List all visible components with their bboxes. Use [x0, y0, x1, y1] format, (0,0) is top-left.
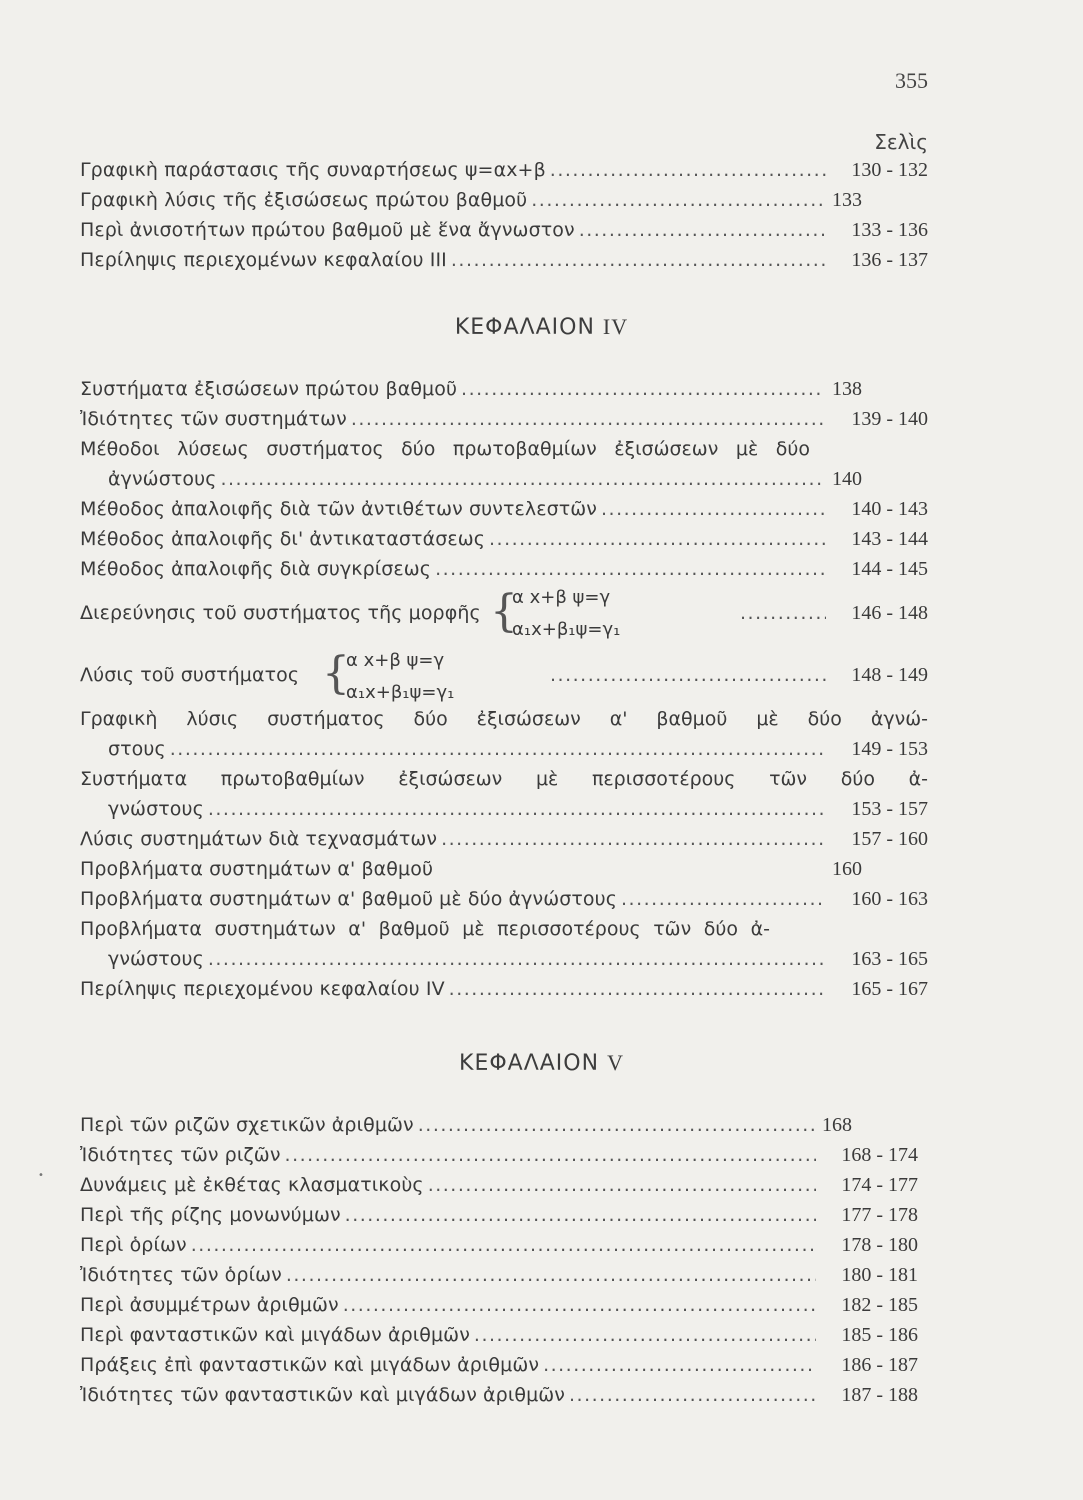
chapter-numeral: V: [607, 1050, 624, 1075]
entry-title: Ἰδιότητες τῶν συστημάτων: [80, 408, 347, 430]
chapter-title: ΚΕΦΑΛΑΙΟΝ: [459, 1051, 600, 1076]
toc-entry: [80, 1140, 918, 1170]
leader-dots: [621, 884, 826, 914]
system-equation-1: α x+β ψ=γ: [512, 587, 611, 608]
leader-dots: [531, 185, 824, 215]
entry-title: Μέθοδος ἀπαλοιφῆς διὰ τῶν ἀντιθέτων συντελεστῶν: [80, 498, 598, 520]
leader-dots: [474, 1320, 816, 1350]
toc-entry: [80, 824, 928, 854]
entry-pages: 146 - 148: [851, 602, 928, 624]
leader-dots: [418, 1110, 814, 1140]
entry-pages: 149 - 153: [851, 738, 928, 760]
entry-title: Δυνάμεις μὲ ἐκθέτας κλασματικοὺς: [80, 1174, 424, 1196]
toc-entry: [80, 974, 928, 1004]
leader-dots: [170, 734, 826, 764]
entry-pages: 133: [832, 189, 862, 211]
toc-entry: [108, 734, 928, 764]
leader-dots: [579, 215, 826, 245]
system-equation-2: α₁x+β₁ψ=γ₁: [512, 619, 621, 640]
toc-entry: [80, 1260, 918, 1290]
entry-pages: 133 - 136: [851, 219, 928, 241]
leader-dots: [569, 1380, 816, 1410]
leader-dots: [550, 660, 826, 690]
entry-title: στους: [108, 738, 166, 760]
entry-pages: 143 - 144: [851, 528, 928, 550]
toc-entry: [80, 1380, 918, 1410]
toc-entry: [108, 794, 928, 824]
leader-dots: [286, 1260, 816, 1290]
entry-title: γνώστους: [108, 948, 204, 970]
entry-title: Περὶ ἀσυμμέτρων ἀριθμῶν: [80, 1294, 339, 1316]
entry-title: Γραφικὴ παράστασις τῆς συναρτήσεως ψ=αx+β: [80, 159, 546, 181]
entry-pages: 180 - 181: [841, 1264, 918, 1286]
entry-title: Διερεύνησις τοῦ συστήματος τῆς μορφῆς: [80, 602, 481, 624]
leader-dots: [191, 1230, 816, 1260]
leader-dots: [208, 794, 826, 824]
leader-dots: [343, 1290, 816, 1320]
leader-dots: [345, 1200, 816, 1230]
entry-title: Λύσις συστημάτων διὰ τεχνασμάτων: [80, 828, 438, 850]
toc-entry: [80, 1200, 918, 1230]
entry-pages: 178 - 180: [841, 1234, 918, 1256]
entry-pages: 187 - 188: [841, 1384, 918, 1406]
entry-title: Μέθοδος ἀπαλοιφῆς δι' ἀντικαταστάσεως: [80, 528, 485, 550]
entry-title-line1: Συστήματα πρωτοβαθμίων ἐξισώσεων μὲ περισσοτέρους τῶν δύο ἀ-: [80, 768, 928, 790]
entry-pages: 138: [832, 378, 862, 400]
toc-entry: [80, 155, 928, 185]
entry-title: Λύσις τοῦ συστήματος: [80, 664, 300, 686]
entry-title: γνώστους: [108, 798, 204, 820]
toc-entry: [108, 464, 928, 494]
toc-entry-system: [80, 660, 928, 690]
leader-dots: [461, 374, 824, 404]
chapter-numeral: IV: [602, 314, 629, 339]
leader-dots: [489, 524, 826, 554]
entry-title: Περίληψις περιεχομένων κεφαλαίου ΙΙΙ: [80, 249, 447, 271]
toc-entry: [80, 1350, 918, 1380]
leader-dots: [601, 494, 826, 524]
entry-title: Προβλήματα συστημάτων α' βαθμοῦ: [80, 858, 434, 880]
chapter-title: ΚΕΦΑΛΑΙΟΝ: [454, 315, 595, 340]
toc-entry: [80, 215, 928, 245]
leader-dots: [441, 824, 826, 854]
entry-title: Γραφικὴ λύσις τῆς ἐξισώσεως πρώτου βαθμοῦ: [80, 189, 528, 211]
entry-pages: 136 - 137: [851, 249, 928, 271]
leader-dots: [740, 598, 826, 628]
entry-pages: 163 - 165: [851, 948, 928, 970]
entry-pages: 130 - 132: [851, 159, 928, 181]
entry-title: ἀγνώστους: [108, 468, 217, 490]
entry-title: Περὶ τῆς ρίζης μονωνύμων: [80, 1204, 341, 1226]
entry-title-line1: Γραφικὴ λύσις συστήματος δύο ἐξισώσεων α' βαθμοῦ μὲ δύο ἀγνώ-: [80, 708, 928, 730]
leader-dots: [351, 404, 826, 434]
leader-dots: [543, 1350, 816, 1380]
toc-entry: [80, 1290, 918, 1320]
leader-dots: [285, 1140, 816, 1170]
pages-column-header: Σελὶς: [874, 130, 928, 154]
entry-title: Συστήματα ἐξισώσεων πρώτου βαθμοῦ: [80, 378, 458, 400]
entry-title-line1: Μέθοδοι λύσεως συστήματος δύο πρωτοβαθμίων ἐξισώσεων μὲ δύο: [80, 438, 810, 460]
entry-title: Μέθοδος ἀπαλοιφῆς διὰ συγκρίσεως: [80, 558, 432, 580]
entry-title: Περίληψις περιεχομένου κεφαλαίου IV: [80, 978, 445, 1000]
entry-title-line1: Προβλήματα συστημάτων α' βαθμοῦ μὲ περισσοτέρους τῶν δύο ἀ-: [80, 918, 770, 940]
entry-title: Περὶ τῶν ριζῶν σχετικῶν ἀριθμῶν: [80, 1114, 414, 1136]
entry-pages: 148 - 149: [851, 664, 928, 686]
entry-pages: 182 - 185: [841, 1294, 918, 1316]
entry-title: Περὶ ἀνισοτήτων πρώτου βαθμοῦ μὲ ἕνα ἄγνωστον: [80, 219, 575, 241]
entry-pages: 160: [832, 858, 862, 880]
toc-entry: [80, 1110, 918, 1140]
toc-entry: [80, 404, 928, 434]
chapter-heading: [0, 1050, 1083, 1076]
leader-space: [437, 854, 824, 884]
entry-pages: 144 - 145: [851, 558, 928, 580]
toc-entry: [80, 1230, 918, 1260]
system-equation-2: α₁x+β₁ψ=γ₁: [346, 682, 455, 703]
leader-dots: [428, 1170, 816, 1200]
toc-entry: [80, 524, 928, 554]
entry-title: Περὶ φανταστικῶν καὶ μιγάδων ἀριθμῶν: [80, 1324, 470, 1346]
entry-pages: 160 - 163: [851, 888, 928, 910]
entry-title: Ἰδιότητες τῶν φανταστικῶν καὶ μιγάδων ἀριθμῶν: [80, 1384, 566, 1406]
leader-dots: [435, 554, 826, 584]
toc-entry: [80, 245, 928, 275]
toc-entry: [80, 554, 928, 584]
toc-entry: [80, 1170, 918, 1200]
toc-entry: [80, 1320, 918, 1350]
chapter-heading: [0, 314, 1083, 340]
left-brace: {: [490, 586, 518, 637]
entry-pages: 153 - 157: [851, 798, 928, 820]
entry-pages: 174 - 177: [841, 1174, 918, 1196]
entry-pages: 185 - 186: [841, 1324, 918, 1346]
entry-title: Προβλήματα συστημάτων α' βαθμοῦ μὲ δύο ἀγνώστους: [80, 888, 618, 910]
entry-title: Ἰδιότητες τῶν ὁρίων: [80, 1264, 282, 1286]
page-number: 355: [895, 68, 928, 93]
entry-pages: 177 - 178: [841, 1204, 918, 1226]
entry-pages: 157 - 160: [851, 828, 928, 850]
system-equation-1: α x+β ψ=γ: [346, 650, 445, 671]
entry-pages: 140: [832, 468, 862, 490]
toc-entry: [80, 185, 928, 215]
entry-pages: 140 - 143: [851, 498, 928, 520]
entry-pages: 139 - 140: [851, 408, 928, 430]
leader-dots: [451, 245, 826, 275]
entry-pages: 168: [822, 1114, 852, 1136]
toc-entry: [80, 494, 928, 524]
toc-entry: [108, 944, 928, 974]
left-brace: {: [322, 648, 350, 699]
entry-pages: 186 - 187: [841, 1354, 918, 1376]
leader-dots: [449, 974, 826, 1004]
entry-title: Ἰδιότητες τῶν ριζῶν: [80, 1144, 281, 1166]
entry-pages: 165 - 167: [851, 978, 928, 1000]
print-speck: •: [38, 1170, 44, 1181]
leader-dots: [220, 464, 824, 494]
entry-pages: 168 - 174: [841, 1144, 918, 1166]
entry-title: Περὶ ὁρίων: [80, 1234, 187, 1256]
leader-dots: [208, 944, 826, 974]
entry-title: Πράξεις ἐπὶ φανταστικῶν καὶ μιγάδων ἀριθμῶν: [80, 1354, 540, 1376]
leader-dots: [550, 155, 826, 185]
toc-entry: [80, 854, 928, 884]
toc-entry: [80, 374, 928, 404]
toc-entry: [80, 884, 928, 914]
